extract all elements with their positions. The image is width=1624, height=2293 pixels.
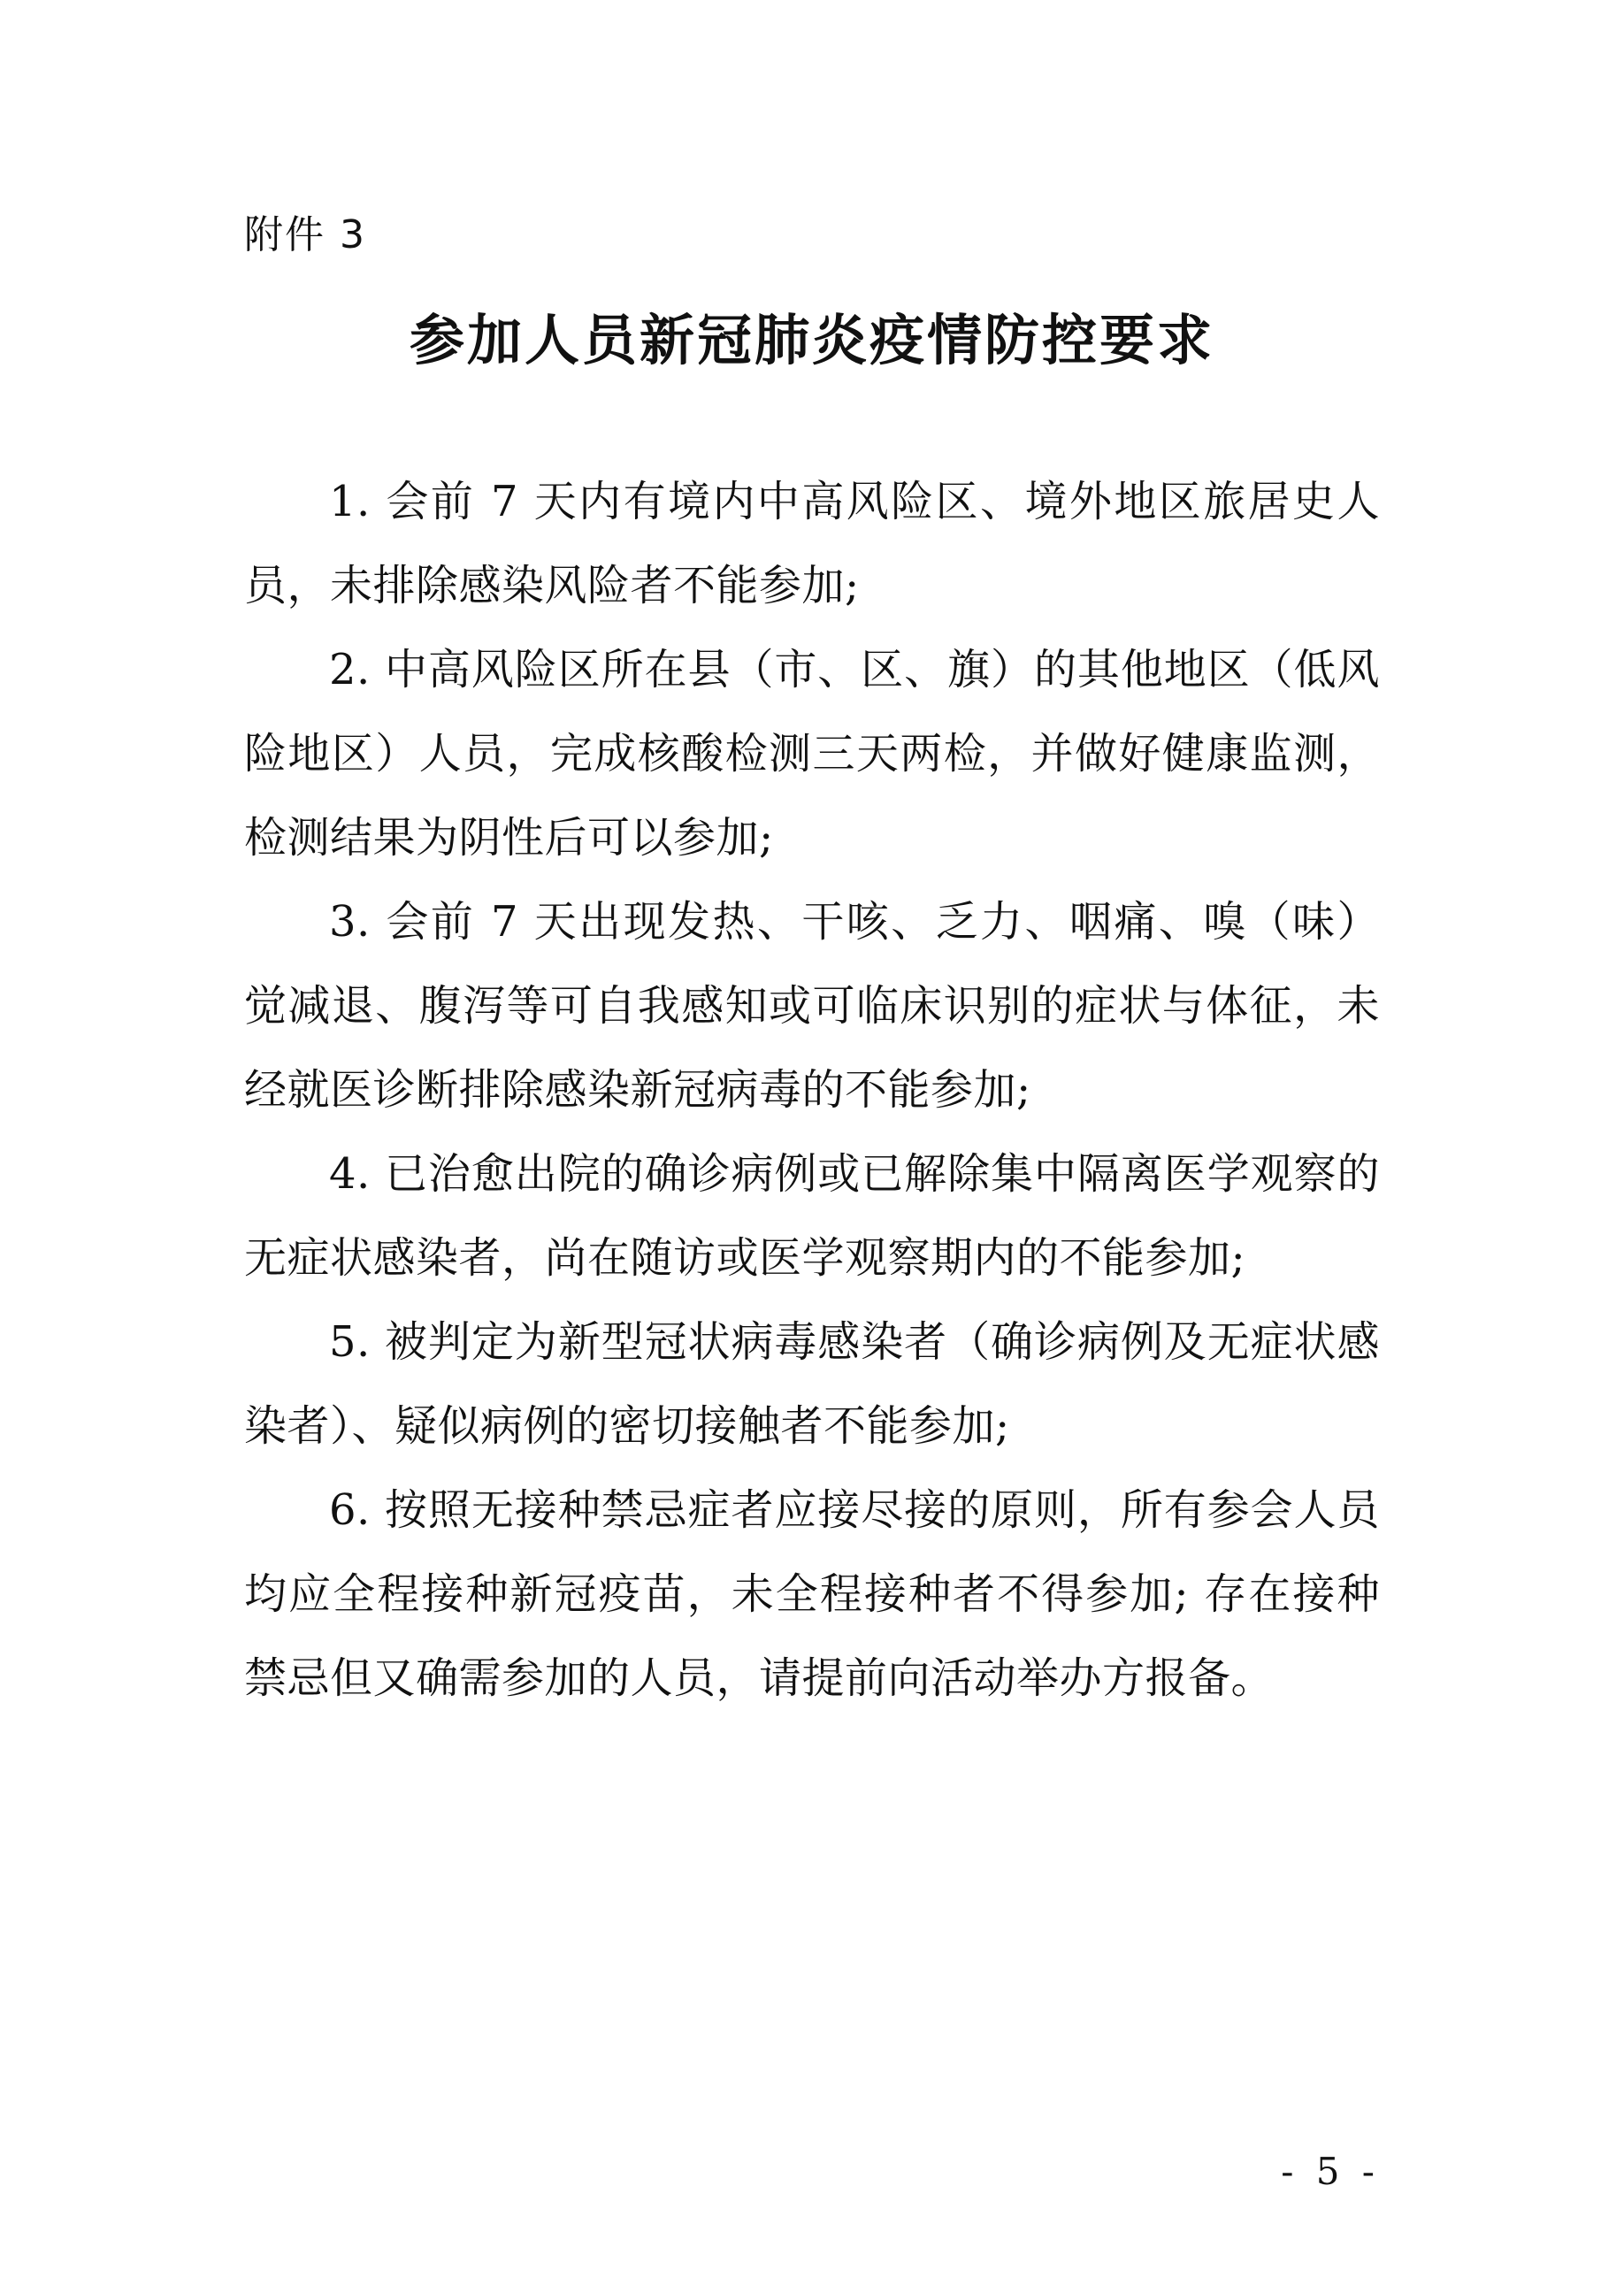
requirement-paragraph-6: 6. 按照无接种禁忌症者应接尽接的原则，所有参会人员均应全程接种新冠疫苗，未全程接种者不得参加; 存在接种禁忌但又确需参加的人员，请提前向活动举办方报备。 (244, 1485, 1380, 1703)
requirement-paragraph-3: 3. 会前 7 天出现发热、干咳、乏力、咽痛、嗅（味）觉减退、腹泻等可自我感知或可临床识别的症状与体征，未经就医诊断排除感染新冠病毒的不能参加; (244, 897, 1380, 1115)
attachment-label: 附件 3 (244, 212, 366, 257)
document-body (244, 460, 1380, 1721)
requirement-paragraph-2: 2. 中高风险区所在县（市、区、旗）的其他地区（低风险地区）人员，完成核酸检测三天两检，并做好健康监测，检测结果为阴性后可以参加; (244, 645, 1380, 863)
page-number: - 5 - (1281, 2150, 1380, 2193)
requirement-paragraph-4: 4. 已治愈出院的确诊病例或已解除集中隔离医学观察的无症状感染者，尚在随访或医学观察期内的不能参加; (244, 1149, 1380, 1283)
requirement-paragraph-1: 1. 会前 7 天内有境内中高风险区、境外地区旅居史人员，未排除感染风险者不能参加; (244, 477, 1380, 610)
document-title: 参加人员新冠肺炎疫情防控要求 (409, 308, 1214, 372)
requirement-paragraph-5: 5. 被判定为新型冠状病毒感染者（确诊病例及无症状感染者）、疑似病例的密切接触者不能参加; (244, 1317, 1380, 1451)
